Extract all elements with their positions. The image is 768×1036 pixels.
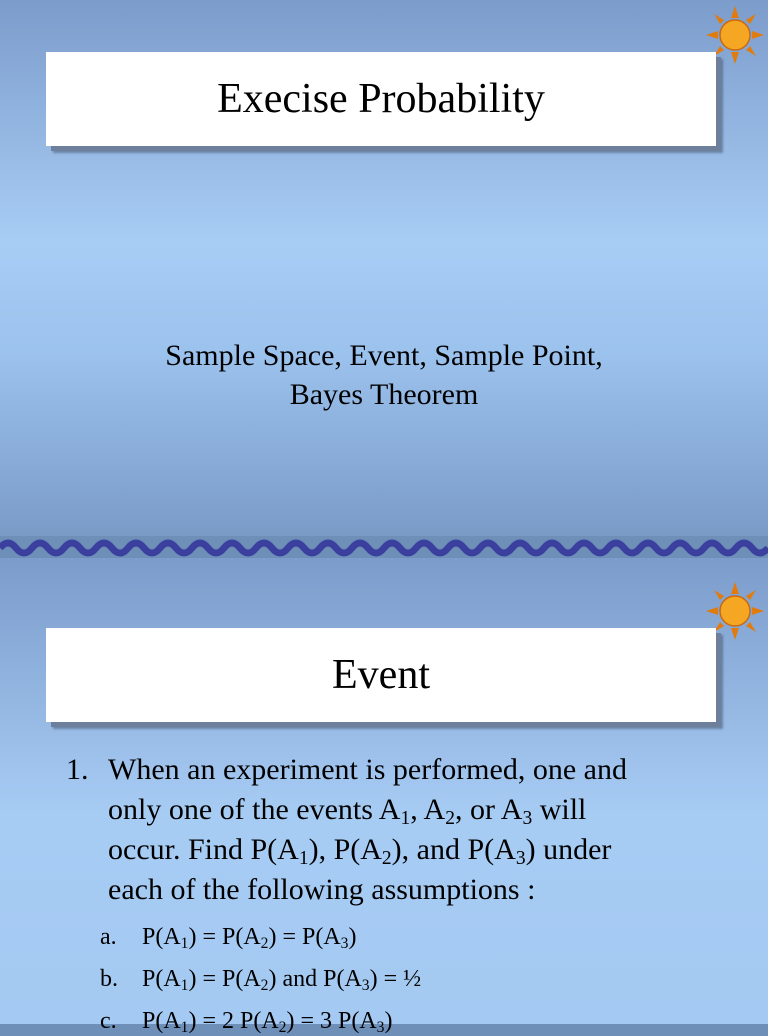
option-letter: b. (100, 966, 118, 992)
slide-title: Event (332, 652, 430, 698)
exercise-line: occur. Find $P(A_1)$, $P(A_2)$, and $P(A_3)$ under (108, 833, 612, 869)
title-box (46, 52, 716, 146)
slide-2 (0, 558, 768, 1036)
title-box (46, 628, 716, 722)
exercise-number: 1. (66, 753, 89, 786)
option-letter: c. (100, 1008, 117, 1034)
slide-divider (0, 536, 768, 560)
subtitle-line: Bayes Theorem (289, 378, 479, 411)
option-c: c. $P(A_1) = 2$ $P(A_2) = 3$ $P(A_3)$ (100, 1008, 393, 1036)
subtitle-line: Sample Space, Event, Sample Point, (165, 339, 603, 372)
exercise-line: each of the following assumptions : (108, 873, 536, 906)
exercise-line: When an experiment is performed, one and (108, 753, 627, 786)
option-letter: a. (100, 924, 117, 950)
exercise-line: only one of the events $A_1$, $A_2$, or $A_3$ will (108, 793, 587, 829)
slide-subtitle (0, 336, 768, 414)
option-a: a. $P(A_1) = P(A_2) = P(A_3)$ (100, 924, 357, 952)
slide-title: Execise Probability (217, 76, 545, 122)
exercise-text (108, 750, 718, 910)
option-b: b. $P(A_1) = P(A_2)$ and $P(A_3)$ = ½ (100, 966, 422, 994)
